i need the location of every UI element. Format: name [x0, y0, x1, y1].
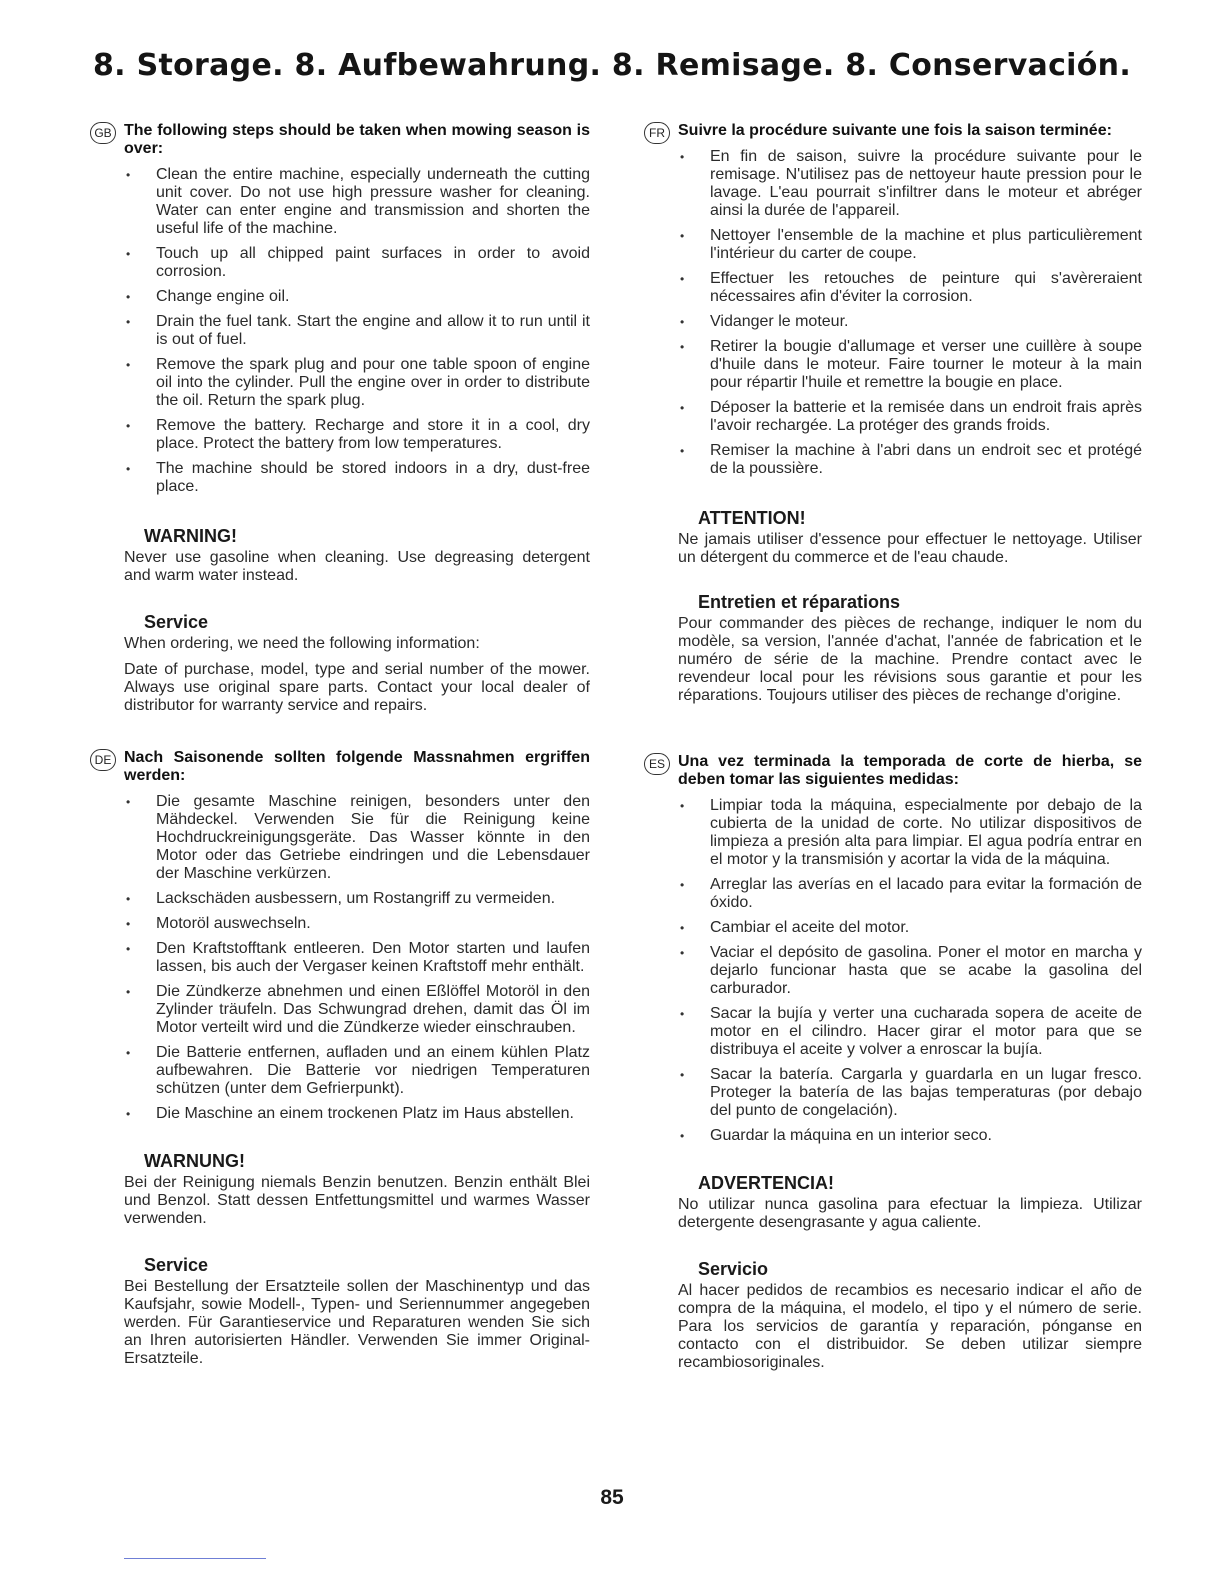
list-item: • Retirer la bougie d'allumage et verser une cuillère à soupe d'huile dans le moteur. Faire tourner le moteur à la main pour répartir l'huile et remettre la bougie en place.	[678, 338, 1142, 392]
warning-text-fr: Ne jamais utiliser d'essence pour effectuer le nettoyage. Utiliser un détergent du commerce et de l'eau chaude.	[678, 531, 1142, 566]
list-item: • Motoröl auswechseln.	[124, 915, 590, 933]
service-text-gb-1: When ordering, we need the following information:	[124, 635, 480, 652]
list-item: • Die Batterie entfernen, aufladen und an einem kühlen Platz aufbewahren. Die Batterie vor niedrigen Temperaturen schützen (unter dem Gefrierpunkt).	[124, 1044, 590, 1098]
list-item: • Sacar la bujía y verter una cucharada sopera de aceite de motor en el cilindro. Hacer girar el motor para que se distribuya el aceite y volver a enroscar la bujía.	[678, 1005, 1142, 1059]
service-text-de: Bei Bestellung der Ersatzteile sollen der Maschinentyp und das Kaufsjahr, sowie Modell-, Typen- und Seriennummer angegeben werden. Für Garantieservice und Reparaturen wenden Sie sich an Ihren autorisierten Händler. Verwenden Sie immer Original-Ersatzteile.	[124, 1278, 590, 1367]
list-item: • Lackschäden ausbessern, um Rostangriff zu vermeiden.	[124, 890, 590, 908]
lang-badge-es: ES	[644, 753, 670, 775]
list-item: • Remove the battery. Recharge and store it in a cool, dry place. Protect the battery from low temperatures.	[124, 417, 590, 453]
intro-de: Nach Saisonende sollten folgende Massnahmen ergriffen werden:	[124, 749, 590, 784]
service-title-es: Servicio	[698, 1259, 769, 1279]
list-item: • Vidanger le moteur.	[678, 313, 1142, 331]
steps-list-es	[678, 797, 1142, 1145]
service-text-gb-2: Date of purchase, model, type and serial number of the mower. Always use original spare parts. Contact your local dealer of distributor for warranty service and repairs.	[124, 661, 590, 714]
warning-title-es: ADVERTENCIA!	[698, 1173, 835, 1193]
list-item: • Arreglar las averías en el lacado para evitar la formación de óxido.	[678, 876, 1142, 912]
warning-text-es: No utilizar nunca gasolina para efectuar la limpieza. Utilizar detergente desengrasante y agua caliente.	[678, 1196, 1142, 1231]
service-text-es: Al hacer pedidos de recambios es necesario indicar el año de compra de la máquina, el modelo, el tipo y el número de serie. Para los servicios de garantía y reparación, pónganse en contacto con el distribuidor. Se deben utilizar siempre recambiosoriginales.	[678, 1282, 1142, 1371]
lang-badge-fr: FR	[644, 122, 670, 144]
list-item: • The machine should be stored indoors in a dry, dust-free place.	[124, 460, 590, 496]
page-title: 8. Storage. 8. Aufbewahrung. 8. Remisage. 8. Conservación.	[92, 48, 1132, 83]
left-column	[94, 122, 590, 1376]
list-item: • Vaciar el depósito de gasolina. Poner el motor en marcha y dejarlo funcionar hasta que se acabe la gasolina del carburador.	[678, 944, 1142, 998]
lang-badge-gb: GB	[90, 122, 116, 144]
service-title-fr: Entretien et réparations	[698, 592, 901, 612]
list-item: • Die Zündkerze abnehmen und einen Eßlöffel Motoröl in den Zylinder träufeln. Das Schwungrad drehen, damit das Öl im Motor verteilt wird und die Zündkerze wieder einschrauben.	[124, 983, 590, 1037]
section-gb	[94, 122, 590, 715]
section-de	[94, 749, 590, 1368]
warning-text-gb: Never use gasoline when cleaning. Use degreasing detergent and warm water instead.	[124, 549, 590, 584]
list-item: • Clean the entire machine, especially underneath the cutting unit cover. Do not use high pressure washer for cleaning. Water can enter engine and transmission and shorten the useful life of the machine.	[124, 166, 590, 238]
list-item: • Den Kraftstofftank entleeren. Den Motor starten und laufen lassen, bis auch der Vergaser keinen Kraftstoff mehr enthält.	[124, 940, 590, 976]
footer-divider	[124, 1558, 266, 1559]
list-item: • Remove the spark plug and pour one table spoon of engine oil into the cylinder. Pull the engine over in order to distribute the oil. Return the spark plug.	[124, 356, 590, 410]
service-text-fr: Pour commander des pièces de rechange, indiquer le nom du modèle, sa version, l'année d'achat, l'année de fabrication et le numéro de série de la machine. Prendre contact avec le revendeur local pour les révisions sous garantie et pour les réparations. Toujours utiliser des pièces de rechange d'origine.	[678, 615, 1142, 704]
warning-title-gb: WARNING!	[144, 526, 237, 546]
list-item: • Limpiar toda la máquina, especialmente por debajo de la cubierta de la unidad de corte. No utilizar dispositivos de limpieza a presión alta para limpiar. El agua podría entrar en el motor y la transmisión y acortar la vida de la máquina.	[678, 797, 1142, 869]
service-title-de: Service	[144, 1255, 209, 1275]
list-item: • Touch up all chipped paint surfaces in order to avoid corrosion.	[124, 245, 590, 281]
intro-fr: Suivre la procédure suivante une fois la saison terminée:	[678, 122, 1112, 139]
list-item: • Nettoyer l'ensemble de la machine et plus particulièrement l'intérieur du carter de coupe.	[678, 227, 1142, 263]
section-es	[648, 753, 1142, 1372]
list-item: • Change engine oil.	[124, 288, 590, 306]
section-fr	[649, 122, 1142, 705]
list-item: • Drain the fuel tank. Start the engine and allow it to run until it is out of fuel.	[124, 313, 590, 349]
list-item: • Sacar la batería. Cargarla y guardarla en un lugar fresco. Proteger la batería de las bajas temperaturas (por debajo del punto de congelación).	[678, 1066, 1142, 1120]
steps-list-gb	[124, 166, 590, 496]
list-item: • Remiser la machine à l'abri dans un endroit sec et protégé de la poussière.	[678, 442, 1142, 478]
list-item: • Déposer la batterie et la remisée dans un endroit frais après l'avoir rechargée. La protéger des grands froids.	[678, 399, 1142, 435]
list-item: • Guardar la máquina en un interior seco.	[678, 1127, 1142, 1145]
steps-list-fr	[678, 148, 1142, 478]
intro-gb: The following steps should be taken when mowing season is over:	[124, 122, 590, 157]
lang-badge-de: DE	[90, 749, 116, 771]
intro-es: Una vez terminada la temporada de corte de hierba, se deben tomar las siguientes medidas:	[678, 753, 1142, 788]
service-title-gb: Service	[144, 612, 209, 632]
list-item: • Die gesamte Maschine reinigen, besonders unter den Mähdeckel. Verwenden Sie für die Reinigung keine Hochdruckreinigungsgeräte. Das Wasser könnte in den Motor oder das Getriebe eindringen und die Lebensdauer der Maschine verkürzen.	[124, 793, 590, 883]
warning-text-de: Bei der Reinigung niemals Benzin benutzen. Benzin enthält Blei und Benzol. Statt dessen Entfettungsmittel und warmes Wasser verwenden.	[124, 1174, 590, 1227]
list-item: • Die Maschine an einem trockenen Platz im Haus abstellen.	[124, 1105, 590, 1123]
list-item: • Effectuer les retouches de peinture qui s'avèreraient nécessaires afin d'éviter la corrosion.	[678, 270, 1142, 306]
list-item: • Cambiar el aceite del motor.	[678, 919, 1142, 937]
right-column	[648, 122, 1142, 1380]
warning-title-de: WARNUNG!	[144, 1151, 245, 1171]
page-number: 85	[600, 1486, 624, 1509]
warning-title-fr: ATTENTION!	[698, 508, 806, 528]
list-item: • En fin de saison, suivre la procédure suivante pour le remisage. N'utilisez pas de nettoyeur haute pression pour le lavage. L'eau pourrait s'infiltrer dans le moteur et abréger ainsi la durée de l'appareil.	[678, 148, 1142, 220]
steps-list-de	[124, 793, 590, 1123]
